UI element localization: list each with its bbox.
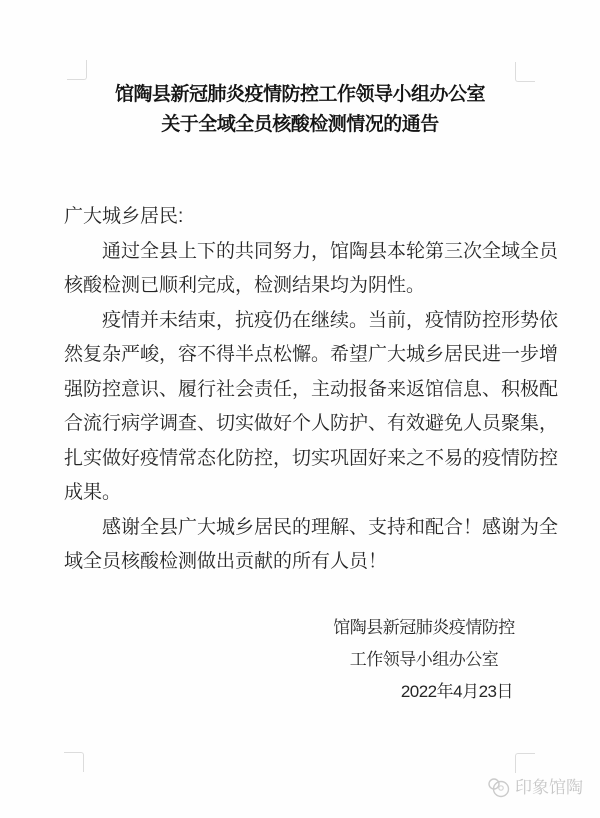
watermark-text: 印象馆陶 [515,778,583,797]
body-line: 合流行病学调查、切实做好个人防护、有效避免人员聚集， [64,413,559,434]
corner-mark-bottom-left [64,752,84,772]
notice-body [64,200,559,580]
signature-line-1: 馆陶县新冠肺炎疫情防控 [333,618,515,637]
notice-title [0,80,600,140]
body-line: 域全员核酸检测做出贡献的所有人员！ [64,551,388,572]
body-line: 疫情并未结束，抗疫仍在继续。当前，疫情防控形势依 [102,309,559,331]
body-line: 然复杂严峻，容不得半点松懈。希望广大城乡居民进一步增 [64,344,559,365]
signature-block [330,612,518,708]
corner-mark-top-left [67,60,87,80]
salutation-line: 广大城乡居民: [64,206,184,227]
signature-line-2: 工作领导小组办公室 [349,650,499,669]
body-line: 核酸检测已顺利完成，检测结果均为阴性。 [64,275,426,296]
corner-mark-bottom-right [515,753,535,773]
body-line: 成果。 [64,482,122,503]
body-line: 通过全县上下的共同努力，馆陶县本轮第三次全域全员 [102,240,559,262]
notice-date: 2022年4月23日 [400,682,513,701]
body-line: 感谢全县广大城乡居民的理解、支持和配合！感谢为全 [102,516,559,538]
overlapping-circles-logo-icon [486,776,512,800]
title-line-1: 馆陶县新冠肺炎疫情防控工作领导小组办公室 [114,84,485,105]
body-line: 强防控意识、履行社会责任，主动报备来返馆信息、积极配 [64,378,559,400]
body-line: 扎实做好疫情常态化防控，切实巩固好来之不易的疫情防控 [64,447,559,469]
watermark [486,776,583,800]
title-line-2: 关于全域全员核酸检测情况的通告 [161,114,439,135]
corner-mark-top-right [515,62,535,82]
